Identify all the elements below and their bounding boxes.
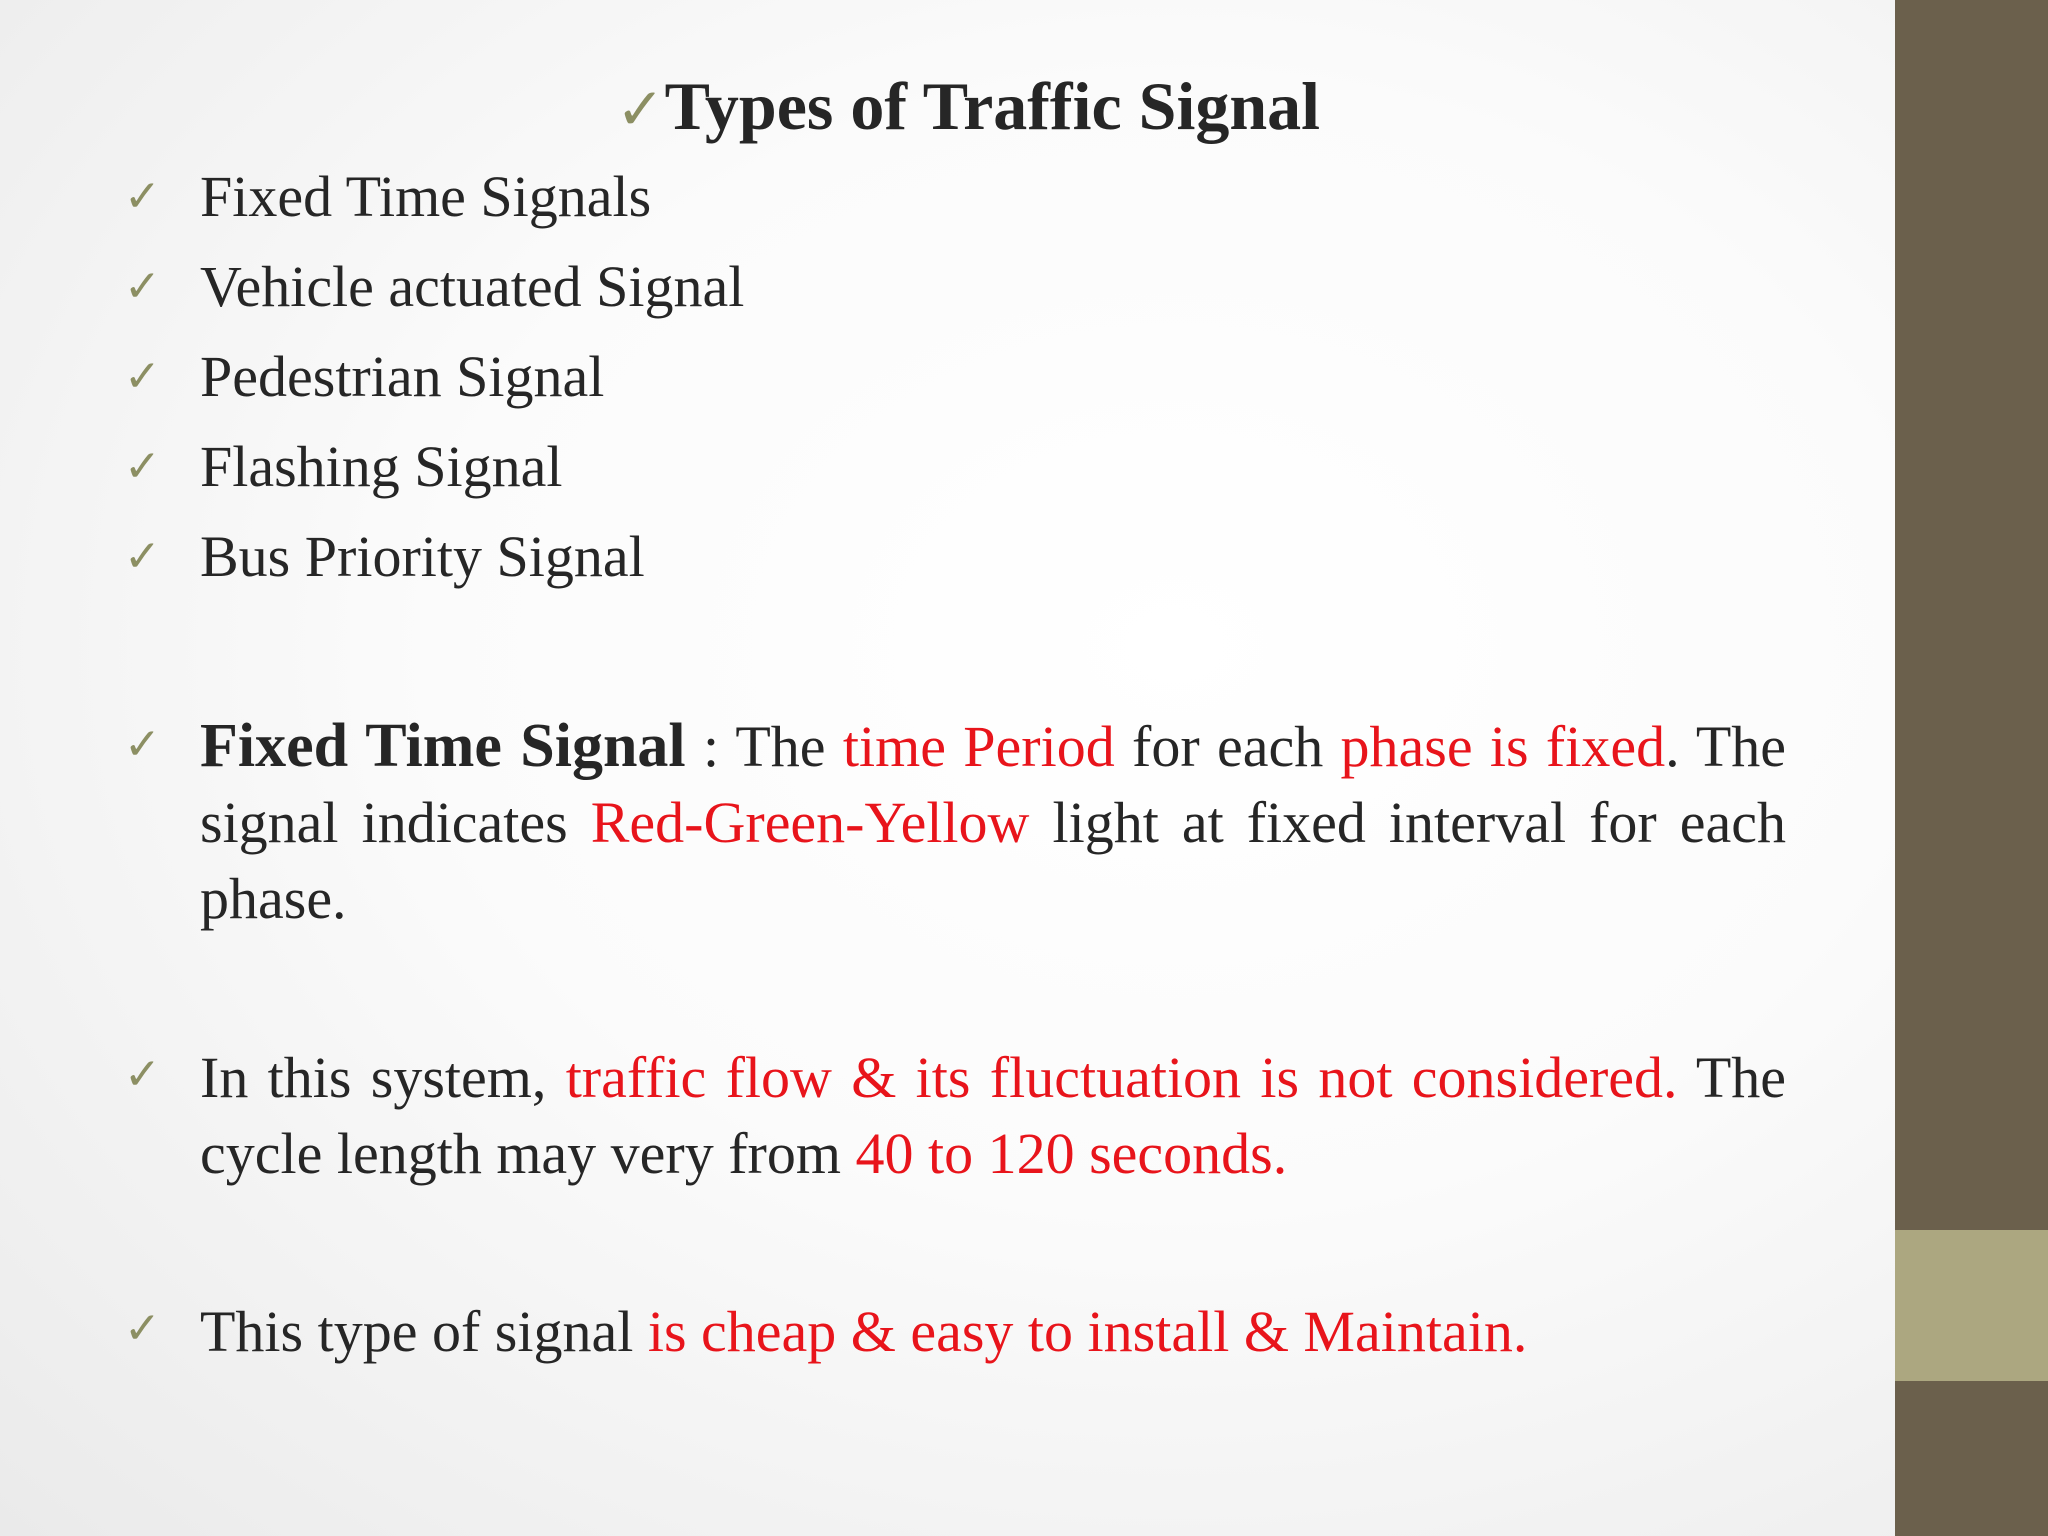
paragraph-text: . The signal indicates [200,714,1787,855]
paragraph-text: In this system, [200,1045,566,1110]
list-item: Vehicle actuated Signal [200,254,745,319]
check-mark-icon: ✓ [124,531,161,582]
slide-title-text: Types of Traffic Signal [664,68,1321,144]
paragraph-text: light at fixed interval for each phase. [200,790,1786,931]
check-mark-icon: ✓ [124,171,161,222]
list-item: Flashing Signal [200,434,563,499]
list-item: Fixed Time Signals [200,164,652,229]
paragraph-lead: Fixed Time Signal [200,712,686,780]
paragraph-cost [200,1294,1786,1370]
highlight-text: 40 to 120 seconds. [855,1121,1288,1186]
highlight-text: is cheap & easy to install & Maintain. [647,1299,1528,1364]
sidebar-accent-block [1895,1230,2048,1381]
check-mark-icon: ✓ [124,1049,161,1100]
slide-title [616,68,1320,147]
paragraph-text: : The [685,714,843,779]
check-mark-icon: ✓ [124,719,161,770]
paragraph-text: for each [1114,714,1341,779]
check-mark-icon: ✓ [124,1303,161,1354]
highlight-text: phase is fixed [1340,714,1666,779]
check-mark-icon: ✓ [616,75,665,143]
list-item: Pedestrian Signal [200,344,605,409]
highlight-text: time Period [842,714,1115,779]
check-mark-icon: ✓ [124,351,161,402]
highlight-text: traffic flow & its fluctuation is not considered. [565,1045,1678,1110]
paragraph-text: The cycle length may very from [200,1045,1786,1186]
paragraph-text: This type of signal [200,1299,648,1364]
highlight-text: Red-Green-Yellow [590,790,1030,855]
paragraph-traffic-flow [200,1040,1786,1192]
paragraph-fixed-time-signal [200,708,1786,937]
check-mark-icon: ✓ [124,261,161,312]
list-item: Bus Priority Signal [200,524,645,589]
check-mark-icon: ✓ [124,441,161,492]
